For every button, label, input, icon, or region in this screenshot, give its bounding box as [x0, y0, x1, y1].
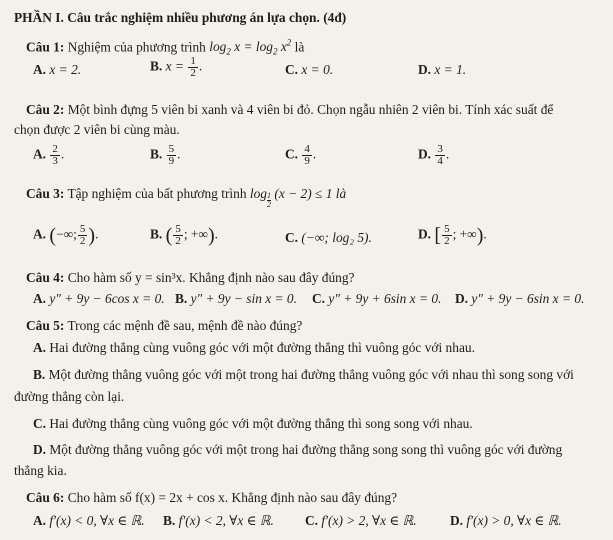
option-letter: B.	[175, 291, 188, 306]
option-value: x =	[165, 58, 184, 74]
fraction: $\frac{5}{2}$	[175, 223, 181, 247]
question-1-equation: $\log_2 x = \log_2 x^2$	[209, 38, 292, 58]
question-1	[26, 38, 304, 57]
option-letter: B.	[150, 146, 163, 162]
option-letter: B.	[150, 58, 163, 74]
question-3	[26, 186, 346, 209]
question-4-option-c[interactable]	[312, 291, 441, 307]
option-value: f′(x) > 0, ∀x ∈ ℝ.	[466, 513, 562, 528]
question-5-option-c[interactable]	[33, 416, 473, 432]
question-5	[26, 318, 302, 334]
option-text: Hai đường thẳng cùng vuông góc với một đường thẳng thì vuông góc với nhau.	[49, 340, 475, 355]
option-letter: C.	[305, 513, 319, 528]
fraction: $\frac{1}{2}$	[190, 55, 196, 79]
option-letter: D.	[418, 62, 432, 77]
option-value: f′(x) < 0, ∀x ∈ ℝ.	[49, 513, 145, 528]
question-1-label: Câu 1:	[26, 39, 65, 55]
option-letter: D.	[418, 146, 432, 162]
option-text: Một đường thẳng vuông góc với một trong hai đường thẳng song song thì vuông góc với đường	[49, 442, 563, 457]
fraction: $\frac{2}{3}$	[52, 143, 58, 167]
question-2-text-cont: chọn được 2 viên bi cùng màu.	[14, 122, 180, 137]
question-2-option-d[interactable]: D. $\frac{3}{4}$ .	[418, 143, 450, 167]
option-letter: D.	[450, 513, 464, 528]
question-4-label: Câu 4:	[26, 270, 65, 285]
option-value: y″ + 9y − sin x = 0.	[190, 291, 297, 306]
question-4	[26, 270, 354, 286]
question-6	[26, 490, 397, 506]
question-5-option-d-cont: thẳng kia.	[14, 463, 67, 478]
option-letter: D.	[455, 291, 469, 306]
question-6-option-b[interactable]	[163, 513, 274, 529]
question-6-option-c[interactable]	[305, 513, 417, 529]
question-3-text: Tập nghiệm của bất phương trình	[67, 186, 247, 201]
question-3-text-end: (x − 2) ≤ 1 là	[274, 186, 347, 201]
option-value: x = 1.	[434, 62, 467, 77]
option-letter: B.	[33, 367, 46, 382]
option-value: x = 0.	[301, 62, 334, 77]
option-value: y″ + 9y − 6cos x = 0.	[49, 291, 165, 306]
question-3-option-a[interactable]: A. (−∞; $\frac{5}{2}$ ).	[33, 223, 99, 247]
option-letter: B.	[163, 513, 176, 528]
question-3-option-d[interactable]: D. [ $\frac{5}{2}$ ; +∞).	[418, 223, 487, 247]
option-letter: A.	[33, 340, 47, 355]
option-text: Hai đường thẳng cùng vuông góc với một đường thẳng thì song song với nhau.	[49, 416, 473, 431]
fraction: $\frac{5}{2}$	[79, 223, 86, 247]
question-5-option-d[interactable]	[33, 442, 562, 458]
question-4-text: Cho hàm số y = sin³x. Khẳng định nào sau đây đúng?	[67, 270, 355, 285]
question-3-option-b[interactable]: B. ( $\frac{5}{2}$ ; +∞).	[150, 223, 219, 247]
question-2-option-a[interactable]: A. $\frac{2}{3}$ .	[33, 143, 65, 167]
option-letter: C.	[285, 146, 299, 162]
question-4-option-b[interactable]	[175, 291, 297, 307]
option-letter: A.	[33, 146, 47, 162]
question-2-option-c[interactable]: C. $\frac{4}{9}$ .	[285, 143, 317, 167]
option-value: f′(x) < 2, ∀x ∈ ℝ.	[178, 513, 274, 528]
question-5-option-a[interactable]	[33, 340, 475, 356]
option-letter: A.	[33, 513, 47, 528]
question-1-option-d[interactable]	[418, 62, 466, 78]
option-value: y″ + 9y − 6sin x = 0.	[471, 291, 585, 306]
question-6-option-a[interactable]	[33, 513, 145, 529]
question-5-label: Câu 5:	[26, 318, 65, 333]
option-letter: C.	[285, 62, 299, 77]
log-base-half: log $\frac{1}{2}$	[249, 186, 271, 209]
question-5-option-b-cont: đường thẳng còn lại.	[14, 389, 125, 404]
option-letter: A.	[33, 291, 47, 306]
question-1-option-c[interactable]	[285, 62, 333, 78]
option-letter: B.	[150, 226, 163, 242]
question-4-option-d[interactable]	[455, 291, 584, 307]
option-letter: C.	[312, 291, 326, 306]
option-letter: D.	[418, 226, 432, 242]
fraction: $\frac{3}{4}$	[437, 143, 443, 167]
question-3-option-c[interactable]	[285, 230, 372, 246]
fraction: $\frac{4}{9}$	[304, 143, 310, 167]
question-2-label: Câu 2:	[26, 102, 65, 117]
question-6-option-d[interactable]	[450, 513, 562, 529]
option-letter: C.	[285, 230, 299, 245]
option-value: (−∞; log₂ 5).	[301, 230, 372, 245]
question-1-text-end: là	[294, 39, 305, 55]
option-letter: C.	[33, 416, 47, 431]
question-3-label: Câu 3:	[26, 186, 65, 201]
question-1-text: Nghiệm của phương trình	[67, 39, 206, 55]
question-1-option-b[interactable]: B. x = $\frac{1}{2}$ .	[150, 55, 203, 79]
option-letter: A.	[33, 62, 47, 77]
option-value: y″ + 9y + 6sin x = 0.	[328, 291, 442, 306]
option-letter: D.	[33, 442, 47, 457]
question-6-text: Cho hàm số f(x) = 2x + cos x. Khẳng định nào sau đây đúng?	[67, 490, 398, 505]
question-5-text: Trong các mệnh đề sau, mệnh đề nào đúng?	[67, 318, 303, 333]
option-text: Một đường thẳng vuông góc với một trong hai đường thẳng vuông góc với nhau thì song song với	[48, 367, 574, 382]
option-value: x = 2.	[49, 62, 82, 77]
question-6-label: Câu 6:	[26, 490, 65, 505]
question-2-text: Một bình đựng 5 viên bi xanh và 4 viên bi đỏ. Chọn ngẫu nhiên 2 viên bi. Tính xác suất để	[67, 102, 554, 117]
section-title: PHẦN I. Câu trắc nghiệm nhiều phương án lựa chọn. (4đ)	[14, 10, 347, 25]
option-letter: A.	[33, 226, 47, 242]
question-5-option-b[interactable]	[33, 367, 574, 383]
fraction: $\frac{5}{9}$	[168, 143, 175, 167]
question-4-option-a[interactable]	[33, 291, 165, 307]
question-2	[26, 102, 553, 118]
fraction: $\frac{5}{2}$	[444, 223, 450, 247]
question-2-option-b[interactable]: B. $\frac{5}{9}$ .	[150, 143, 181, 167]
question-1-option-a[interactable]	[33, 62, 81, 78]
option-value: f′(x) > 2, ∀x ∈ ℝ.	[321, 513, 417, 528]
